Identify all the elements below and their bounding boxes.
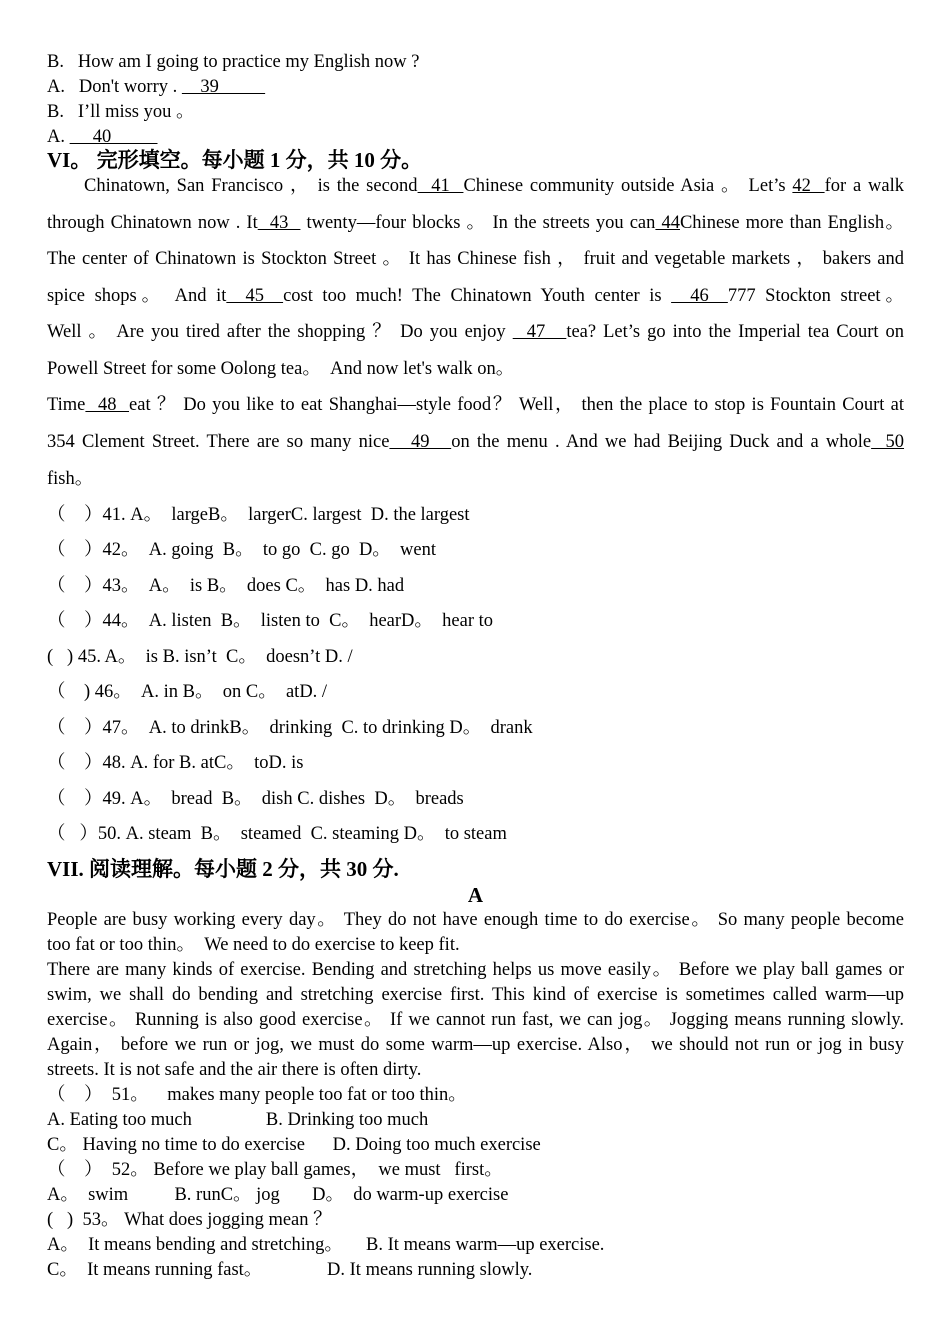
question-46: （ ) 46。 A. in B。 on C。 atD. / [47,682,328,702]
question-44: （ ）44。 A. listen B。 listen to C。 hearD。 hear to [47,611,494,631]
cloze-line-7 [47,393,904,417]
reading-line-2: too fat or too thin。 We need to do exercise to keep fit. [47,935,460,955]
blank-41: 41 [417,176,464,196]
question-52-options: A。 swim B. runC。 jog D。 do warm-up exercise [47,1185,509,1205]
question-51: （ ） 51。 makes many people too fat or too thin。 [47,1085,467,1105]
reading-line-3: There are many kinds of exercise. Bending and stretching helps us move easily。 Before we play ball games or [47,960,904,980]
cloze-text: cost too much! The Chinatown Youth center is [283,286,672,306]
dialogue-line-a2 [47,125,904,149]
blank-39: 39 [181,77,266,97]
cloze-line-1 [47,174,904,198]
reading-line-4: swim, we shall do bending and stretching exercise first. This kind of exercise is sometimes called warm—up [47,985,904,1005]
cloze-text: through Chinatown now . It [47,213,258,233]
section-7-heading: VII. 阅读理解。每小题 2 分，共 30 分. [47,857,399,881]
blank-48: 48 [85,395,130,415]
question-43: （ ）43。 A。 is B。 does C。 has D. had [47,576,405,596]
question-41: （ ）41. A。 largeB。 largerC. largest D. the largest [47,505,470,525]
cloze-text: 777 Stockton street。 [727,286,904,306]
blank-50: 50 [871,432,905,452]
cloze-text: Time [47,395,86,415]
cloze-line-6: Powell Street for some Oolong tea。 And now let's walk on。 [47,359,515,379]
blank-42: 42 [792,176,825,196]
blank-46: 46 [671,286,728,306]
cloze-line-4 [47,284,904,308]
question-53: ( ) 53。 What does jogging mean ？ [47,1210,332,1230]
blank-40: 40 [69,127,158,147]
passage-title: A [467,883,484,907]
question-49: （ ）49. A。 bread B。 dish C. dishes D。 breads [47,789,464,809]
cloze-line-8 [47,430,904,454]
dialogue-text: A. Don't worry . [47,77,182,97]
cloze-text: for a walk [824,176,905,196]
dialogue-line-a1 [47,75,904,99]
cloze-text: Chinese more than English。 [679,213,905,233]
cloze-text: twenty—four blocks 。 In the streets you can [300,213,656,233]
cloze-text: on the menu . And we had Beijing Duck and a whole [451,432,872,452]
reading-line-6: Again， before we run or jog, we must do some warm—up exercise. Also， we should not run or jog in busy [47,1035,904,1055]
question-53-options-cd: C。 It means running fast。 D. It means running slowly. [47,1260,533,1280]
dialogue-line-b1: B. How am I going to practice my English now ? [47,52,420,72]
cloze-text: Chinese community outside Asia 。 Let’s [463,176,793,196]
blank-43: 43 [257,213,301,233]
question-45: ( ) 45. A。 is B. isn’t C。 doesn’t D. / [47,647,353,667]
question-48: （ ）48. A. for B. atC。 toD. is [47,753,304,773]
cloze-text: eat ？ Do you like to eat Shanghai—style food？ Well， then the place to stop is Fountain Court at [129,395,904,415]
question-51-options-cd: C。 Having no time to do exercise D. Doing too much exercise [47,1135,541,1155]
cloze-line-5 [47,320,904,344]
cloze-line-3: The center of Chinatown is Stockton Street 。 It has Chinese fish ， fruit and vegetable markets ， bakers and [47,249,904,269]
question-42: （ ）42。 A. going B。 to go C. go D。 went [47,540,437,560]
section-6-heading: VI。 完形填空。每小题 1 分，共 10 分。 [47,148,423,172]
cloze-text: Chinatown, San Francisco ， is the second [84,176,418,196]
question-51-options-ab: A. Eating too much B. Drinking too much [47,1110,429,1130]
blank-44: 44 [655,213,680,233]
blank-49: 49 [389,432,452,452]
question-52: （ ） 52。 Before we play ball games， we must first。 [47,1160,503,1180]
reading-line-7: streets. It is not safe and the air there is often dirty. [47,1060,422,1080]
cloze-text: 354 Clement Street. There are so many nice [47,432,390,452]
cloze-line-2 [47,211,904,235]
question-50: （ ）50. A. steam B。 steamed C. steaming D。 to steam [47,824,507,844]
dialogue-text: A. [47,127,70,147]
dialogue-line-b2: B. I’ll miss you 。 [47,102,195,122]
cloze-text: spice shops。 And it [47,286,227,306]
question-53-options-ab: A。 It means bending and stretching。 B. It means warm—up exercise. [47,1235,605,1255]
blank-45: 45 [226,286,284,306]
cloze-line-9: fish。 [47,469,94,489]
cloze-text: tea? Let’s go into the Imperial tea Court on [566,322,905,342]
reading-line-5: exercise。 Running is also good exercise。 If we cannot run fast, we can jog。 Jogging means running slowly. [47,1010,904,1030]
cloze-text: Well 。 Are you tired after the shopping ？ Do you enjoy [47,322,513,342]
question-47: （ ）47。 A. to drinkB。 drinking C. to drinking D。 drank [47,718,533,738]
reading-line-1: People are busy working every day。 They do not have enough time to do exercise。 So many people become [47,910,904,930]
blank-47: 47 [512,322,567,342]
